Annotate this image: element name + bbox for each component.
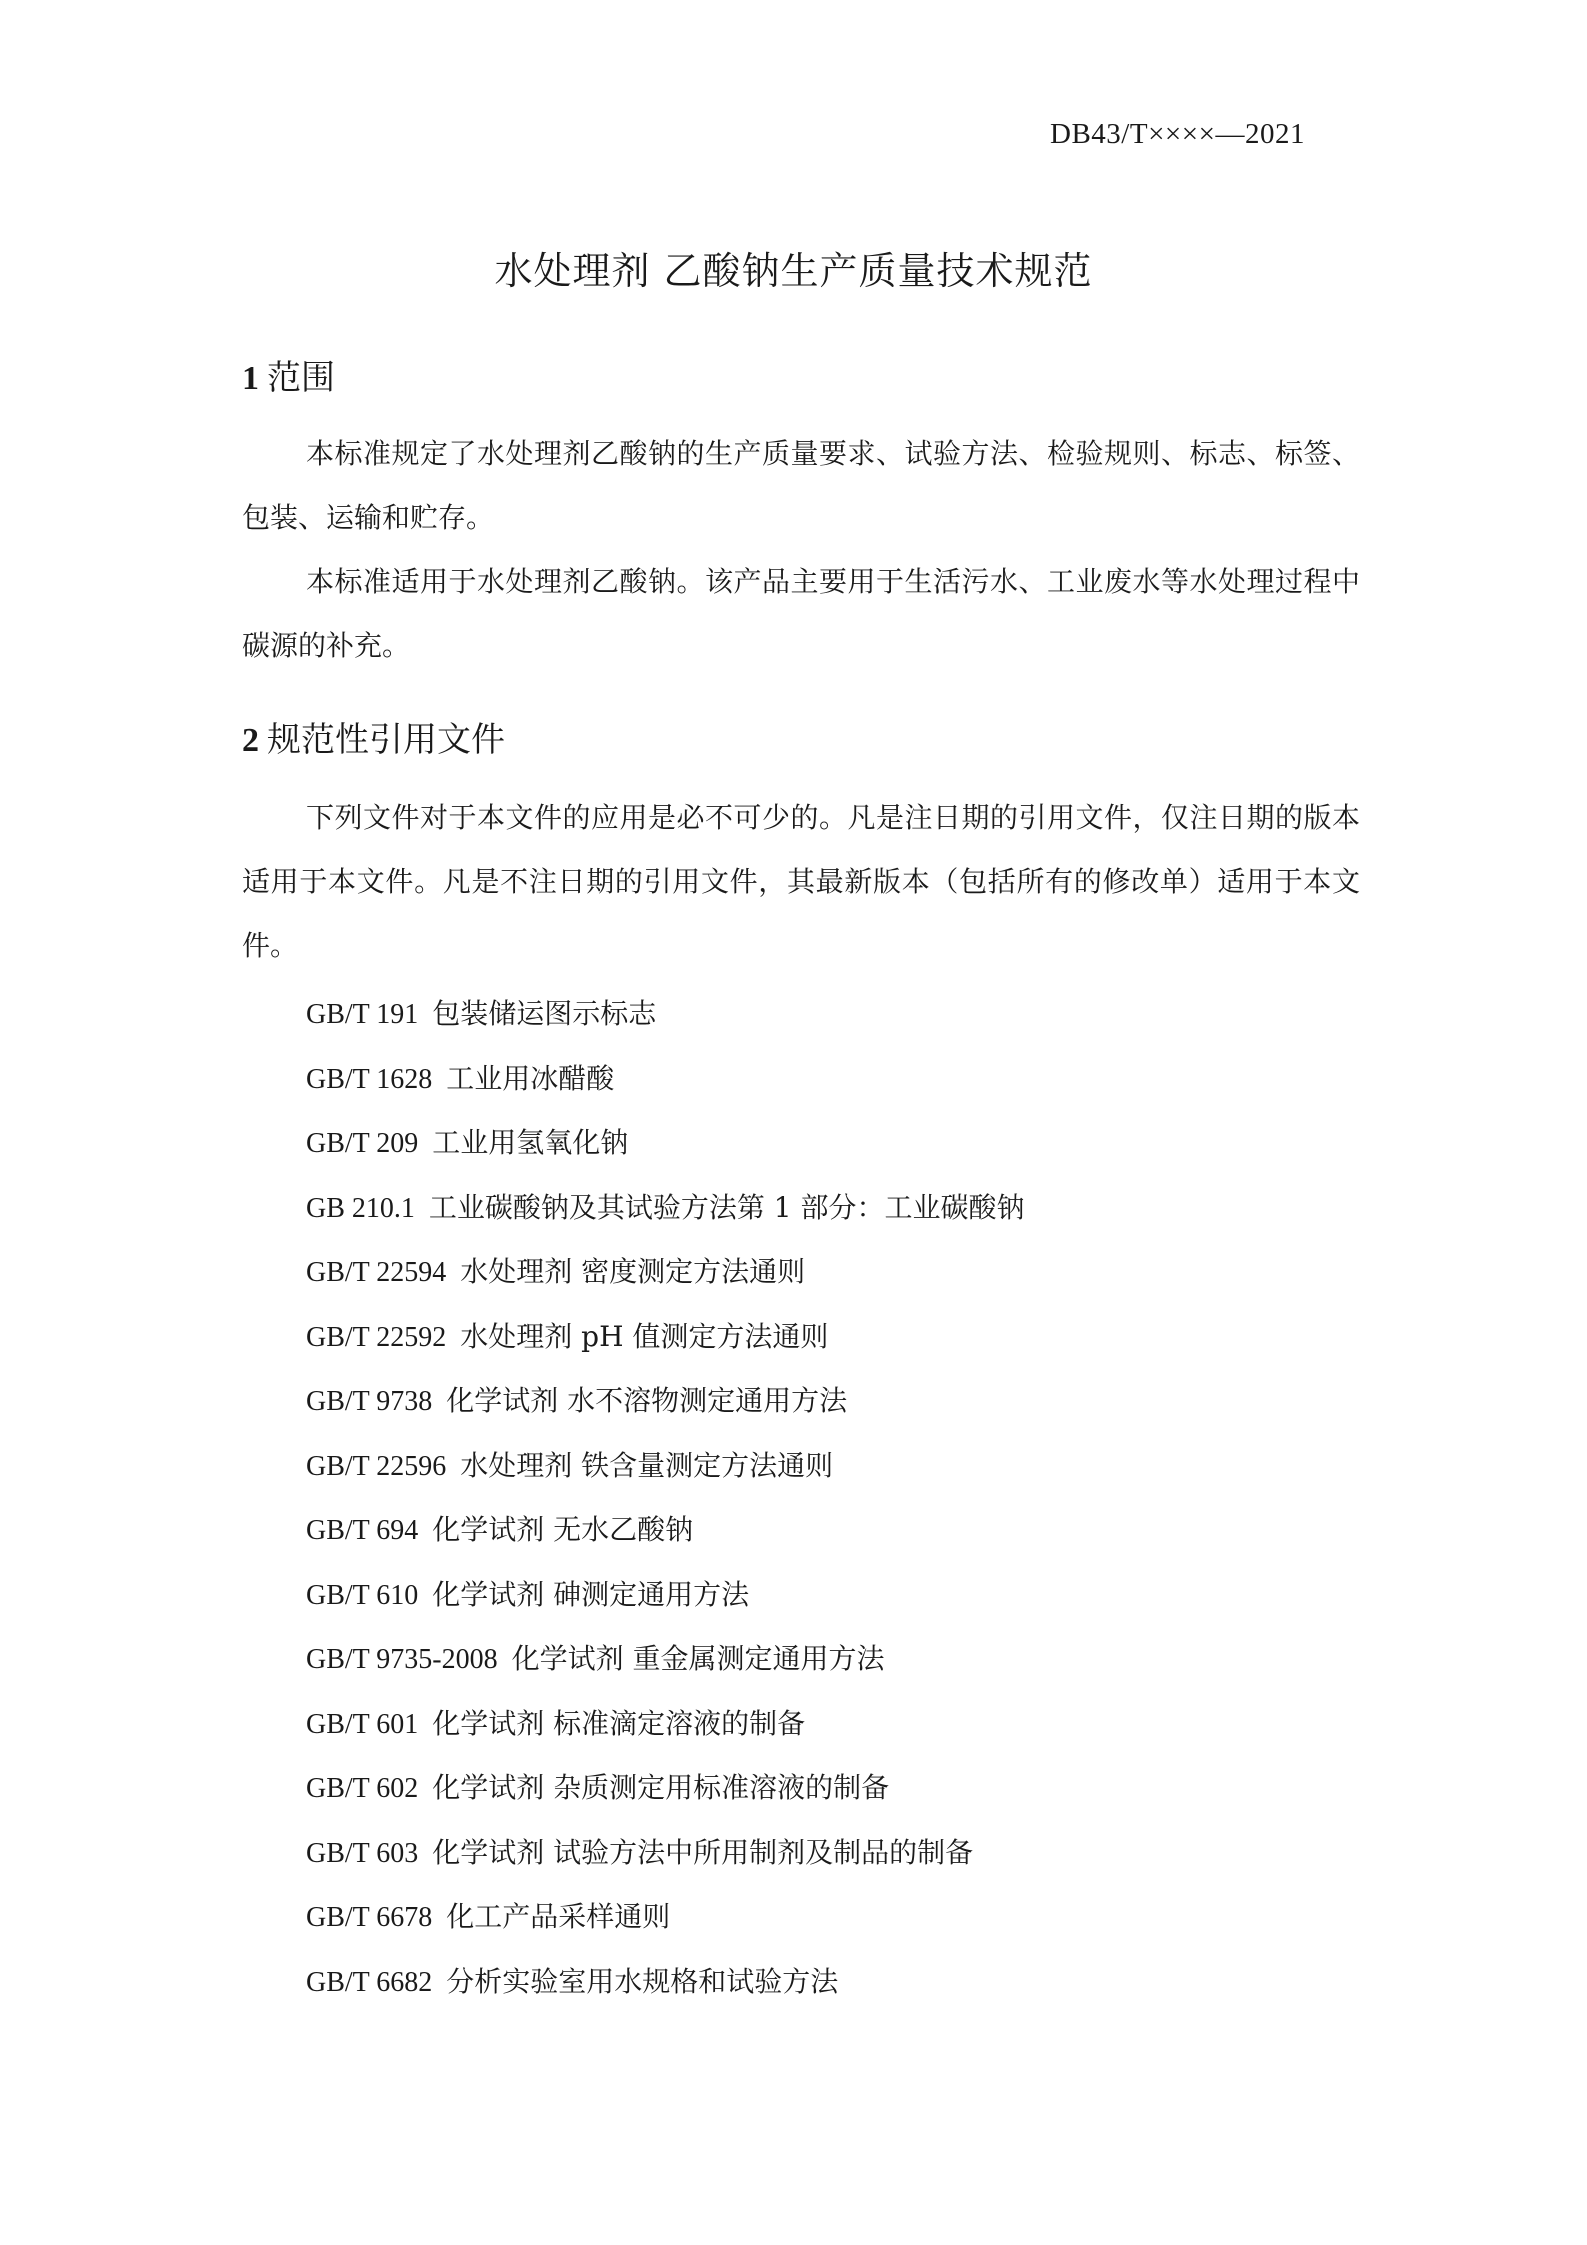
scope-paragraph-1: 本标准规定了水处理剂乙酸钠的生产质量要求、试验方法、检验规则、标志、标签、包装、运输和贮存。 <box>242 437 1360 534</box>
reference-item <box>306 1434 1025 1499</box>
reference-title: 工业碳酸钠及其试验方法第 1 部分：工业碳酸钠 <box>428 1190 1025 1224</box>
reference-title: 包装储运图示标志 <box>432 997 657 1030</box>
reference-title: 分析实验室用水规格和试验方法 <box>446 1964 839 1998</box>
reference-code: GB/T 6682 <box>306 1966 433 1998</box>
reference-title: 化学试剂 重金属测定通用方法 <box>511 1642 885 1675</box>
reference-title: 化学试剂 砷测定通用方法 <box>432 1577 750 1611</box>
reference-list <box>306 982 1025 2014</box>
reference-item <box>306 1627 1025 1692</box>
reference-title: 化学试剂 水不溶物测定通用方法 <box>446 1384 848 1417</box>
reference-code: GB 210.1 <box>306 1192 415 1224</box>
scope-paragraph-2: 本标准适用于水处理剂乙酸钠。该产品主要用于生活污水、工业废水等水处理过程中碳源的补充。 <box>242 565 1360 662</box>
reference-title: 化学试剂 标准滴定溶液的制备 <box>432 1706 806 1740</box>
reference-item <box>306 1950 1025 2015</box>
section-2-heading <box>242 712 505 761</box>
reference-title: 工业用冰醋酸 <box>446 1061 615 1095</box>
reference-item <box>306 1821 1025 1886</box>
reference-code: GB/T 694 <box>306 1515 419 1546</box>
standard-code: DB43/T××××—2021 <box>1050 118 1305 150</box>
reference-code: GB/T 603 <box>306 1837 419 1869</box>
reference-item <box>306 1885 1025 1950</box>
references-intro-paragraph: 下列文件对于本文件的应用是必不可少的。凡是注日期的引用文件，仅注日期的版本适用于本文件。凡是不注日期的引用文件，其最新版本（包括所有的修改单）适用于本文件。 <box>242 801 1360 962</box>
reference-item <box>306 1176 1025 1241</box>
section-1-title: 范围 <box>267 358 335 398</box>
reference-title: 化学试剂 试验方法中所用制剂及制品的制备 <box>432 1835 974 1869</box>
reference-code: GB/T 22596 <box>306 1450 447 1482</box>
reference-item <box>306 982 1025 1047</box>
reference-code: GB/T 9735-2008 <box>306 1644 498 1675</box>
reference-code: GB/T 22594 <box>306 1257 447 1288</box>
reference-item <box>306 1692 1025 1757</box>
reference-code: GB/T 610 <box>306 1579 419 1611</box>
reference-item <box>306 1305 1025 1370</box>
reference-code: GB/T 22592 <box>306 1321 447 1353</box>
reference-item <box>306 1498 1025 1563</box>
reference-code: GB/T 191 <box>306 999 419 1030</box>
section-2-title: 规范性引用文件 <box>267 720 505 760</box>
reference-code: GB/T 209 <box>306 1128 419 1159</box>
reference-code: GB/T 1628 <box>306 1063 433 1095</box>
reference-code: GB/T 9738 <box>306 1386 433 1417</box>
reference-title: 水处理剂 铁含量测定方法通则 <box>460 1448 834 1482</box>
reference-code: GB/T 601 <box>306 1708 419 1740</box>
reference-title: 化学试剂 无水乙酸钠 <box>432 1513 694 1546</box>
reference-item <box>306 1563 1025 1628</box>
reference-item <box>306 1240 1025 1305</box>
reference-code: GB/T 602 <box>306 1773 419 1804</box>
reference-item <box>306 1756 1025 1821</box>
reference-item <box>306 1369 1025 1434</box>
reference-item <box>306 1047 1025 1112</box>
section-2-number: 2 <box>242 722 259 759</box>
document-title: 水处理剂 乙酸钠生产质量技术规范 <box>494 249 1093 293</box>
reference-title: 水处理剂 密度测定方法通则 <box>460 1255 806 1288</box>
section-1-heading <box>242 350 335 399</box>
reference-title: 工业用氢氧化钠 <box>432 1126 629 1159</box>
reference-code: GB/T 6678 <box>306 1902 433 1933</box>
reference-item <box>306 1111 1025 1176</box>
reference-title: 化工产品采样通则 <box>446 1900 671 1933</box>
reference-title: 化学试剂 杂质测定用标准溶液的制备 <box>432 1771 890 1804</box>
reference-title: 水处理剂 pH 值测定方法通则 <box>460 1319 829 1353</box>
section-1-number: 1 <box>242 360 259 397</box>
